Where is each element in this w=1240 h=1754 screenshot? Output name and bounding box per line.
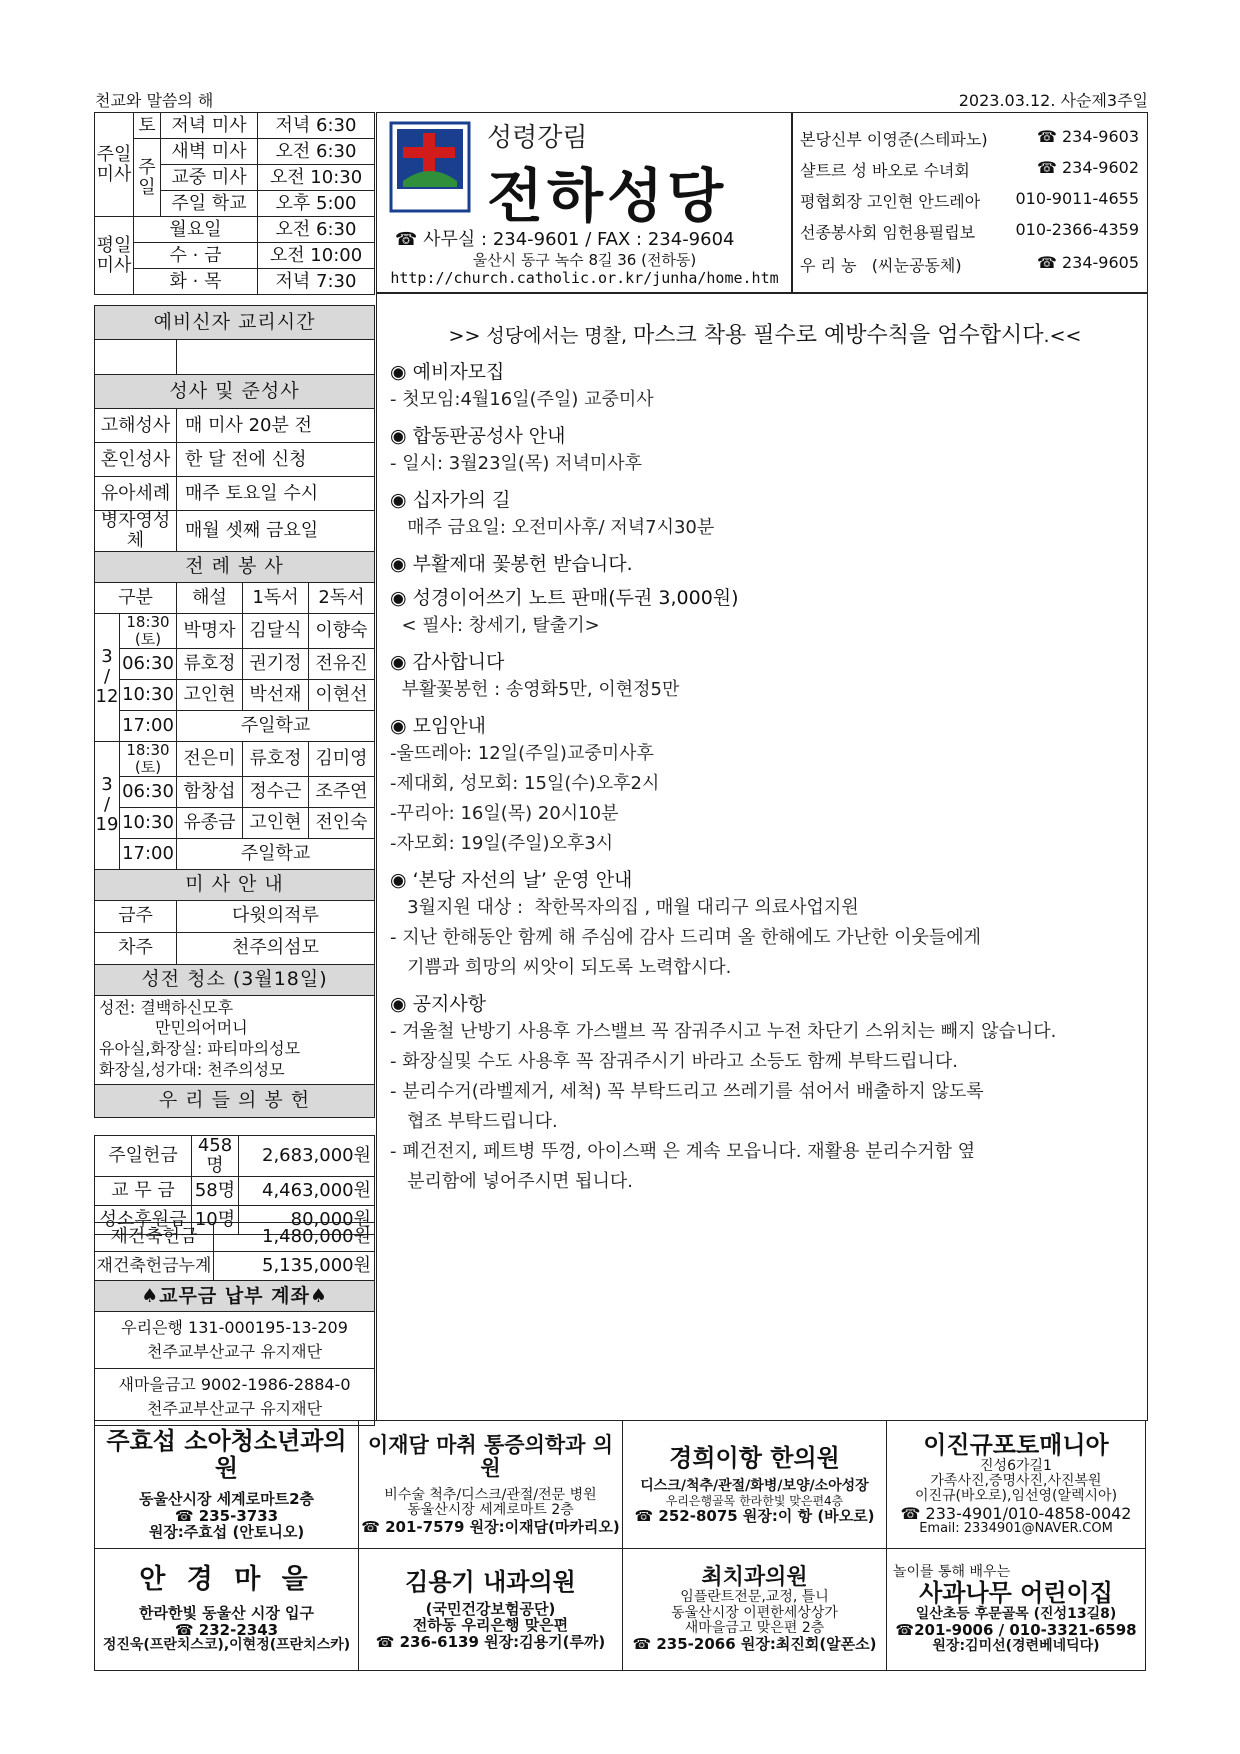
- liturgy-cell: 김미영: [309, 741, 375, 776]
- notice-line: - 겨울철 난방기 사용후 가스밸브 꼭 잠궈주시고 누전 차단기 스위치는 빼지 않습니다.: [390, 1021, 1057, 1042]
- ad-title: 주효섭 소아청소년과의원: [106, 1427, 347, 1482]
- offering-key: 교 무 금: [95, 1176, 192, 1205]
- ad-cell: [359, 1421, 623, 1549]
- ad-cell: [95, 1421, 359, 1549]
- ad-line: 새마을금고 맞은편 2층: [684, 1620, 825, 1637]
- mass-name: 저녁 미사: [161, 113, 258, 139]
- liturgy-cell: 조주연: [309, 776, 375, 807]
- notice-line: - 일시: 3월23일(목) 저녁미사후: [390, 453, 643, 474]
- rebuild-amount: 1,480,000원: [214, 1223, 375, 1252]
- mass-guide-key: 금주: [95, 900, 177, 932]
- liturgy-cell: 유종금: [177, 807, 243, 838]
- account-line: 새마을금고 9002-1986-2884-0: [118, 1375, 351, 1394]
- offering-count: 10명: [192, 1205, 239, 1234]
- mass-time: 오후 5:00: [258, 191, 375, 217]
- notice-line: - 첫모임:4월16일(주일) 교중미사: [390, 389, 654, 410]
- liturgy-time: 10:30: [120, 679, 177, 710]
- ad-line: 일산초등 후문골목 (진성13길8): [915, 1605, 1117, 1622]
- notice-line: -꾸리아: 16일(목) 20시10분: [390, 803, 619, 824]
- mass-guide-value: 다윗의적루: [177, 900, 375, 932]
- ad-line: 원장:주효섭 (안토니오): [148, 1523, 305, 1542]
- liturgy-head: 2독서: [309, 582, 375, 613]
- ad-line: 진성6가길1: [980, 1457, 1052, 1474]
- sacrament-value: 매 미사 20분 전: [177, 409, 375, 443]
- liturgy-cell: 전인숙: [309, 807, 375, 838]
- ad-line: 동울산시장 세계로마트 2층: [407, 1502, 574, 1519]
- sacrament-name: 병자영성체: [95, 511, 177, 552]
- ad-cell: [887, 1421, 1146, 1549]
- notice-line: 부활꽃봉헌 : 송영화5만, 이현정5만: [390, 679, 680, 700]
- ad-title: 김용기 내과의원: [405, 1567, 576, 1596]
- catechumen-title: 예비신자 교리시간: [95, 306, 375, 340]
- ad-line: 놀이를 통해 배우는: [893, 1563, 1011, 1580]
- liturgy-head: 1독서: [243, 582, 309, 613]
- liturgy-school: 주일학교: [177, 838, 375, 869]
- ad-line: 비수술 척추/디스크/관절/전문 병원: [384, 1486, 597, 1503]
- sacrament-value: 매월 셋째 금요일: [177, 511, 375, 552]
- contact-name: 본당신부 이영준(스테파노): [800, 130, 988, 149]
- notice-item-title: ◉ 합동판공성사 안내: [390, 425, 566, 447]
- contact-name: 우 리 농 (씨눈공동체): [800, 256, 962, 275]
- ad-line: ☎ 235-2066 원장:최진회(알폰소): [632, 1635, 877, 1654]
- ad-line: 가족사진,증명사진,사진복원: [930, 1473, 1102, 1490]
- ad-line: ☎ 235-3733: [174, 1506, 279, 1525]
- sacrament-name: 유아세례: [95, 477, 177, 511]
- mass-time: 오전 6:30: [258, 139, 375, 165]
- headline-post: .<<: [1043, 325, 1082, 347]
- ad-line: 이진규(바오로),임선영(알렉시아): [914, 1488, 1118, 1505]
- ad-line: 동울산시장 이편한세상상가: [671, 1604, 838, 1621]
- parish-phone: ☎ 사무실 : 234-9601 / FAX : 234-9604: [395, 229, 735, 250]
- ad-cell: [623, 1421, 887, 1549]
- liturgy-time: 10:30: [120, 807, 177, 838]
- liturgy-time: 18:30 (토): [120, 613, 177, 648]
- parish-name: 전하성당: [487, 162, 728, 230]
- contact-name: 샬트르 성 바오로 수녀회: [800, 161, 970, 180]
- weekday-time: 저녁 7:30: [258, 269, 375, 295]
- ad-line: Email: 2334901@NAVER.COM: [919, 1521, 1113, 1537]
- notice-item-title: ◉ 부활제대 꽃봉헌 받습니다.: [390, 553, 633, 575]
- mass-time: 저녁 6:30: [258, 113, 375, 139]
- ad-line: ☎ 233-4901/010-4858-0042: [900, 1503, 1132, 1523]
- ad-title: 안 경 마 을: [139, 1564, 314, 1596]
- ad-line: ☎ 252-8075 원장:이 항 (바오로): [634, 1506, 875, 1525]
- contact-phone: 010-2366-4359: [1015, 220, 1139, 239]
- notice-item-title: ◉ 모임안내: [390, 715, 487, 737]
- contact-phone: 010-9011-4655: [1015, 189, 1139, 208]
- notice-line: 3월지원 대상 : 착한목자의집 , 매월 대리구 의료사업지원: [390, 897, 859, 918]
- account-1: [95, 1312, 375, 1369]
- mass-guide-value: 천주의섬모: [177, 932, 375, 964]
- liturgy-date: 3 / 19: [95, 741, 120, 869]
- ad-title: 경희이항 한의원: [669, 1443, 840, 1472]
- rebuild-key: 재건축헌금: [95, 1223, 214, 1252]
- liturgy-cell: 이향숙: [309, 613, 375, 648]
- notice-item-title: ◉ 공지사항: [390, 993, 487, 1015]
- sacrament-value: 매주 토요일 수시: [177, 477, 375, 511]
- notice-item-title: ◉ 예비자모집: [390, 361, 505, 383]
- ad-line: 정진욱(프란치스코),이현정(프란치스카): [102, 1637, 351, 1654]
- notice-line: - 화장실및 수도 사용후 꼭 잠궈주시기 바라고 소등도 함께 부탁드립니다.: [390, 1051, 958, 1072]
- ad-title: 이재담 마취 통증의학과 의원: [367, 1432, 614, 1480]
- account-line: 천주교부산교구 유지재단: [146, 1399, 323, 1418]
- offering-count: 458명: [192, 1136, 239, 1177]
- liturgy-cell: 함창섭: [177, 776, 243, 807]
- notice-item-title: ◉ ‘본당 자선의 날’ 운영 안내: [390, 869, 633, 891]
- cleaning-line: 유아실,화장실: 파티마의성모: [99, 1039, 301, 1059]
- contact-phone: ☎ 234-9602: [1036, 158, 1139, 177]
- liturgy-title: 전 례 봉 사: [95, 551, 375, 582]
- notice-line: - 폐건전지, 페트병 뚜껑, 아이스팩 은 계속 모읍니다. 재활용 분리수거함 옆: [390, 1141, 976, 1162]
- ad-line: ☎ 201-7579 원장:이재담(마카리오): [361, 1517, 620, 1536]
- mass-time: 오전 10:30: [258, 165, 375, 191]
- contact-name: 평협회장 고인현 안드레아: [800, 192, 981, 211]
- liturgy-time: 18:30 (토): [120, 741, 177, 776]
- liturgy-cell: 권기정: [243, 648, 309, 679]
- ad-title: 사과나무 어린이집: [919, 1579, 1113, 1608]
- parish-logo-icon: [389, 121, 471, 216]
- liturgy-cell: 류호정: [177, 648, 243, 679]
- sunday-mass-label: 주일 미사: [95, 113, 134, 217]
- liturgy-cell: 고인현: [243, 807, 309, 838]
- parish-subtitle: 성령강림: [487, 123, 588, 153]
- ad-line: ☎201-9006 / 010-3321-6598: [895, 1621, 1137, 1640]
- ad-cell: [887, 1549, 1146, 1671]
- cleaning-title: 성전 청소 (3월18일): [95, 964, 375, 995]
- offering-table: [94, 1135, 375, 1235]
- offering-title: 우 리 들 의 봉 헌: [95, 1084, 375, 1117]
- liturgy-school: 주일학교: [177, 710, 375, 741]
- offering-count: 58명: [192, 1176, 239, 1205]
- account-2: [95, 1369, 375, 1426]
- notice-line: 협조 부탁드립니다.: [390, 1111, 558, 1132]
- ad-line: 임플란트전문,교정, 틀니: [680, 1589, 829, 1606]
- ad-line: 한라한빛 동울산 시장 입구: [138, 1604, 315, 1623]
- offering-amount: 80,000원: [239, 1205, 375, 1234]
- liturgy-date: 3 / 12: [95, 613, 120, 741]
- rebuild-table: [94, 1222, 375, 1426]
- liturgy-time: 06:30: [120, 776, 177, 807]
- notice-item-title: ◉ 십자가의 길: [390, 489, 511, 511]
- mass-name: 새벽 미사: [161, 139, 258, 165]
- weekday-name: 화 · 목: [134, 269, 258, 295]
- cleaning-line: 만민의어머니: [99, 1018, 248, 1038]
- liturgy-time: 06:30: [120, 648, 177, 679]
- mass-guide-title: 미 사 안 내: [95, 869, 375, 900]
- offering-key: 주일헌금: [95, 1136, 192, 1177]
- notice-line: - 분리수거(라벨제거, 세척) 꼭 부탁드리고 쓰레기를 섞어서 배출하지 않도록: [390, 1081, 984, 1102]
- liturgy-time: 17:00: [120, 710, 177, 741]
- notice-line: -제대회, 성모회: 15일(수)오후2시: [390, 773, 660, 794]
- ad-line: 원장:김미선(경련베네딕다): [932, 1637, 1100, 1654]
- ad-line: ☎ 232-2343: [174, 1620, 279, 1639]
- headline-pre: >> 성당에서는 명찰,: [448, 325, 634, 347]
- sacrament-name: 고해성사: [95, 409, 177, 443]
- ad-title: 최치과의원: [701, 1565, 808, 1591]
- notice-line: 매주 금요일: 오전미사후/ 저녁7시30분: [390, 517, 715, 538]
- ju-il-label: 주 일: [134, 139, 161, 217]
- contact-phone: ☎ 234-9603: [1036, 127, 1139, 146]
- left-column-table: [94, 305, 375, 1118]
- liturgy-time: 17:00: [120, 838, 177, 869]
- liturgy-head: 구분: [95, 582, 177, 613]
- parish-header: [376, 112, 793, 294]
- sacraments-title: 성사 및 준성사: [95, 375, 375, 409]
- weekday-time: 오전 6:30: [258, 217, 375, 243]
- notice-line: 분리함에 넣어주시면 됩니다.: [390, 1171, 633, 1192]
- notice-line: -울뜨레아: 12일(주일)교중미사후: [390, 743, 654, 764]
- mass-name: 교중 미사: [161, 165, 258, 191]
- cleaning-body: [95, 995, 375, 1084]
- liturgy-cell: 박명자: [177, 613, 243, 648]
- notice-line: 기쁨과 희망의 씨앗이 되도록 노력합시다.: [390, 957, 732, 978]
- ad-line: (국민건강보험공단): [425, 1599, 556, 1618]
- header-date: 2023.03.12. 사순제3주일: [958, 91, 1148, 110]
- notice-line: -자모회: 19일(주일)오후3시: [390, 833, 614, 854]
- ad-cell: [95, 1549, 359, 1671]
- ad-line: 동울산시장 세계로마트2층: [138, 1490, 315, 1509]
- account-title: ♠교무금 납부 계좌♠: [95, 1281, 375, 1312]
- offering-amount: 2,683,000원: [239, 1136, 375, 1177]
- liturgy-cell: 이현선: [309, 679, 375, 710]
- offering-key: 성소후원금: [95, 1205, 192, 1234]
- liturgy-cell: 류호정: [243, 741, 309, 776]
- notice-item-title: ◉ 성경이어쓰기 노트 판매(두권 3,000원): [390, 587, 739, 609]
- weekday-time: 오전 10:00: [258, 243, 375, 269]
- cleaning-line: 화장실,성가대: 천주의성모: [99, 1059, 285, 1079]
- sacrament-value: 한 달 전에 신청: [177, 443, 375, 477]
- notice-items: [390, 357, 1140, 1197]
- header-left-text: 천교와 말씀의 해: [95, 91, 214, 110]
- notice-line: - 지난 한해동안 함께 해 주심에 감사 드리며 올 한해에도 가난한 이웃들에게: [390, 927, 982, 948]
- cleaning-line: 성전: 결백하신모후: [99, 997, 234, 1017]
- ad-title: 이진규포토매니아: [923, 1431, 1109, 1460]
- sat-label: 토: [134, 113, 161, 139]
- mass-name: 주일 학교: [161, 191, 258, 217]
- mass-times-table: [94, 112, 375, 295]
- account-line: 천주교부산교구 유지재단: [146, 1342, 323, 1361]
- weekday-name: 수 · 금: [134, 243, 258, 269]
- ad-cell: [623, 1549, 887, 1671]
- parish-url[interactable]: http://church.catholic.or.kr/junha/home.htm: [390, 269, 779, 287]
- parish-address: 울산시 동구 녹수 8길 36 (전하동): [472, 251, 697, 269]
- notice-line: < 필사: 창세기, 탈출기>: [390, 615, 600, 636]
- ad-cell: [359, 1549, 623, 1671]
- weekday-name: 월요일: [134, 217, 258, 243]
- offering-amount: 4,463,000원: [239, 1176, 375, 1205]
- liturgy-cell: 전유진: [309, 648, 375, 679]
- contact-name: 선종봉사회 임헌용필립보: [800, 223, 976, 242]
- liturgy-cell: 정수근: [243, 776, 309, 807]
- sacrament-name: 혼인성사: [95, 443, 177, 477]
- weekday-mass-label: 평일 미사: [95, 217, 134, 295]
- liturgy-cell: 전은미: [177, 741, 243, 776]
- notice-item-title: ◉ 감사합니다: [390, 651, 505, 673]
- mass-guide-key: 차주: [95, 932, 177, 964]
- contacts-box: [791, 112, 1148, 294]
- liturgy-cell: 박선재: [243, 679, 309, 710]
- ad-line: 우리은행골목 한라한빛 맞은편4층: [665, 1493, 844, 1508]
- ad-line: ☎ 236-6139 원장:김용기(루까): [375, 1632, 606, 1651]
- ad-line: 전하동 우리은행 맞은편: [412, 1616, 569, 1635]
- rebuild-total-amount: 5,135,000원: [214, 1252, 375, 1281]
- liturgy-cell: 고인현: [177, 679, 243, 710]
- liturgy-cell: 김달식: [243, 613, 309, 648]
- headline-main: 마스크 착용 필수로 예방수칙을 엄수합시다: [633, 323, 1044, 348]
- ads-grid: [94, 1420, 1146, 1671]
- liturgy-head: 해설: [177, 582, 243, 613]
- rebuild-total-key: 재건축헌금누계: [95, 1252, 214, 1281]
- account-line: 우리은행 131-000195-13-209: [121, 1318, 348, 1337]
- contact-phone: ☎ 234-9605: [1036, 253, 1139, 272]
- ad-line: 디스크/척추/관절/화병/보양/소아성장: [640, 1478, 869, 1495]
- notice-content: [390, 318, 1140, 1197]
- notice-headline: [390, 318, 1140, 349]
